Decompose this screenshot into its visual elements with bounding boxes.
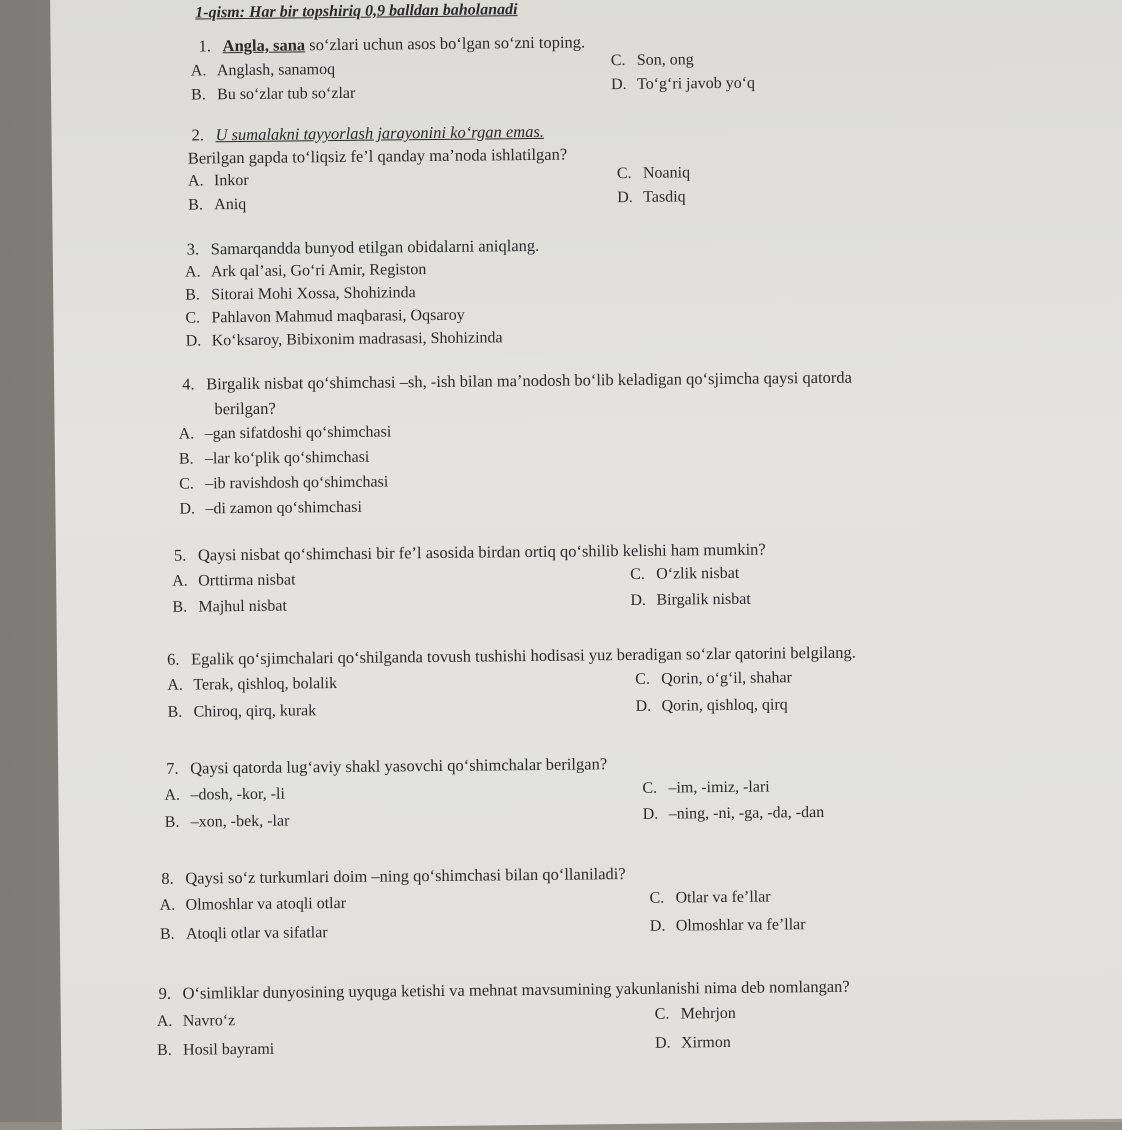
question-6-option-a[interactable]: A. Terak, qishloq, bolalik — [167, 675, 338, 694]
question-4-option-d[interactable]: D. –di zamon qo‘shimchasi — [179, 498, 362, 518]
question-3-option-d[interactable]: D. Ko‘ksaroy, Bibixonim madrasasi, Shohizinda — [185, 329, 503, 350]
question-1-lead: Angla, sana — [222, 35, 306, 56]
question-8-option-c[interactable]: C. Otlar va fe’llar — [649, 888, 771, 907]
question-8-option-b[interactable]: B. Atoqli otlar va sifatlar — [159, 924, 328, 943]
question-7-option-a[interactable]: A. –dosh, -kor, -li — [164, 785, 285, 804]
question-1-option-d[interactable]: D. To‘g‘ri javob yo‘q — [610, 74, 756, 94]
question-8-option-d[interactable]: D. Olmoshlar va fe’llar — [649, 916, 806, 935]
question-5-option-c[interactable]: C. O‘zlik nisbat — [630, 564, 740, 583]
question-5-option-d[interactable]: D. Birgalik nisbat — [630, 590, 751, 609]
question-2-text: Berilgan gapda to‘liqsiz fe’l qanday ma’noda ishlatilgan? — [187, 144, 568, 168]
question-7-option-b[interactable]: B. –xon, -bek, -lar — [164, 812, 290, 831]
question-9: 9. O‘simliklar dunyosining uyquga ketishi va mehnat mavsumining yakunlanishi nima deb nomlangan? — [158, 976, 850, 1003]
question-9-option-b[interactable]: B. Hosil bayrami — [157, 1040, 275, 1059]
question-4-text-cont: berilgan? — [214, 398, 276, 419]
question-7-option-d[interactable]: D. –ning, -ni, -ga, -da, -dan — [642, 803, 825, 823]
question-3: 3. Samarqandda bunyod etilgan obidalarni aniqlang. — [186, 235, 540, 259]
question-3-option-a[interactable]: A. Ark qal’asi, Go‘ri Amir, Registon — [184, 261, 427, 281]
question-7: 7. Qaysi qatorda lug‘aviy shakl yasovchi qo‘shimchalar berilgan? — [166, 754, 608, 778]
question-3-option-b[interactable]: B. Sitorai Mohi Xossa, Shohizinda — [185, 284, 416, 304]
question-7-option-c[interactable]: C. –im, -imiz, -lari — [642, 778, 770, 797]
question-6: 6. Egalik qo‘sjimchalari qo‘shilganda tovush tushishi hodisasi yuz beradigan so‘zlar qatorini belgilang. — [166, 642, 856, 669]
section-heading: 1-qism: Har bir topshiriq 0,9 balldan baholanadi — [195, 1, 518, 22]
question-6-option-d[interactable]: D. Qorin, qishloq, qirq — [635, 696, 788, 715]
question-2: 2. U sumalakni tayyorlash jarayonini ko‘rgan emas. — [191, 121, 545, 145]
question-9-option-d[interactable]: D. Xirmon — [654, 1033, 731, 1052]
test-sheet — [50, 0, 1122, 1130]
question-8: 8. Qaysi so‘z turkumlari doim –ning qo‘shimchasi bilan qo‘llaniladi? — [161, 864, 626, 888]
question-4-option-a[interactable]: A. –gan sifatdoshi qo‘shimchasi — [178, 423, 392, 443]
question-2-option-c[interactable]: C. Noaniq — [616, 164, 691, 183]
question-6-option-c[interactable]: C. Qorin, o‘g‘il, shahar — [635, 669, 792, 688]
question-9-option-c[interactable]: C. Mehrjon — [654, 1004, 736, 1023]
question-5-option-b[interactable]: B. Majhul nisbat — [172, 597, 287, 616]
question-6-option-b[interactable]: B. Chiroq, qirq, kurak — [167, 702, 317, 721]
question-2-option-b[interactable]: B. Aniq — [188, 195, 247, 214]
question-1-option-a[interactable]: A. Anglash, sanamoq — [190, 61, 336, 80]
question-5-option-a[interactable]: A. Orttirma nisbat — [172, 571, 296, 590]
question-4-option-b[interactable]: B. –lar ko‘plik qo‘shimchasi — [178, 448, 370, 468]
question-1-option-c[interactable]: C. Son, ong — [610, 51, 694, 70]
question-8-option-a[interactable]: A. Olmoshlar va atoqli otlar — [159, 894, 347, 914]
question-2-lead: U sumalakni tayyorlash jarayonini ko‘rgan emas. — [215, 121, 545, 145]
question-3-option-c[interactable]: C. Pahlavon Mahmud maqbarasi, Oqsaroy — [185, 306, 465, 327]
question-4-option-c[interactable]: C. –ib ravishdosh qo‘shimchasi — [179, 473, 389, 493]
question-5: 5. Qaysi nisbat qo‘shimchasi bir fe’l asosida birdan ortiq qo‘shilib kelishi ham mumkin? — [173, 539, 766, 565]
question-9-option-a[interactable]: A. Navro‘z — [156, 1012, 236, 1030]
question-1-option-b[interactable]: B. Bu so‘zlar tub so‘zlar — [191, 84, 356, 104]
question-2-option-a[interactable]: A. Inkor — [187, 171, 249, 190]
question-2-option-d[interactable]: D. Tasdiq — [617, 188, 686, 207]
question-1: 1. Angla, sana so‘zlari uchun asos bo‘lgan so‘zni toping. — [198, 32, 586, 56]
question-4: 4. Birgalik nisbat qo‘shimchasi –sh, -ish bilan ma’nodosh bo‘lib keladigan qo‘sjimcha qaysi qatorda — [182, 367, 853, 394]
